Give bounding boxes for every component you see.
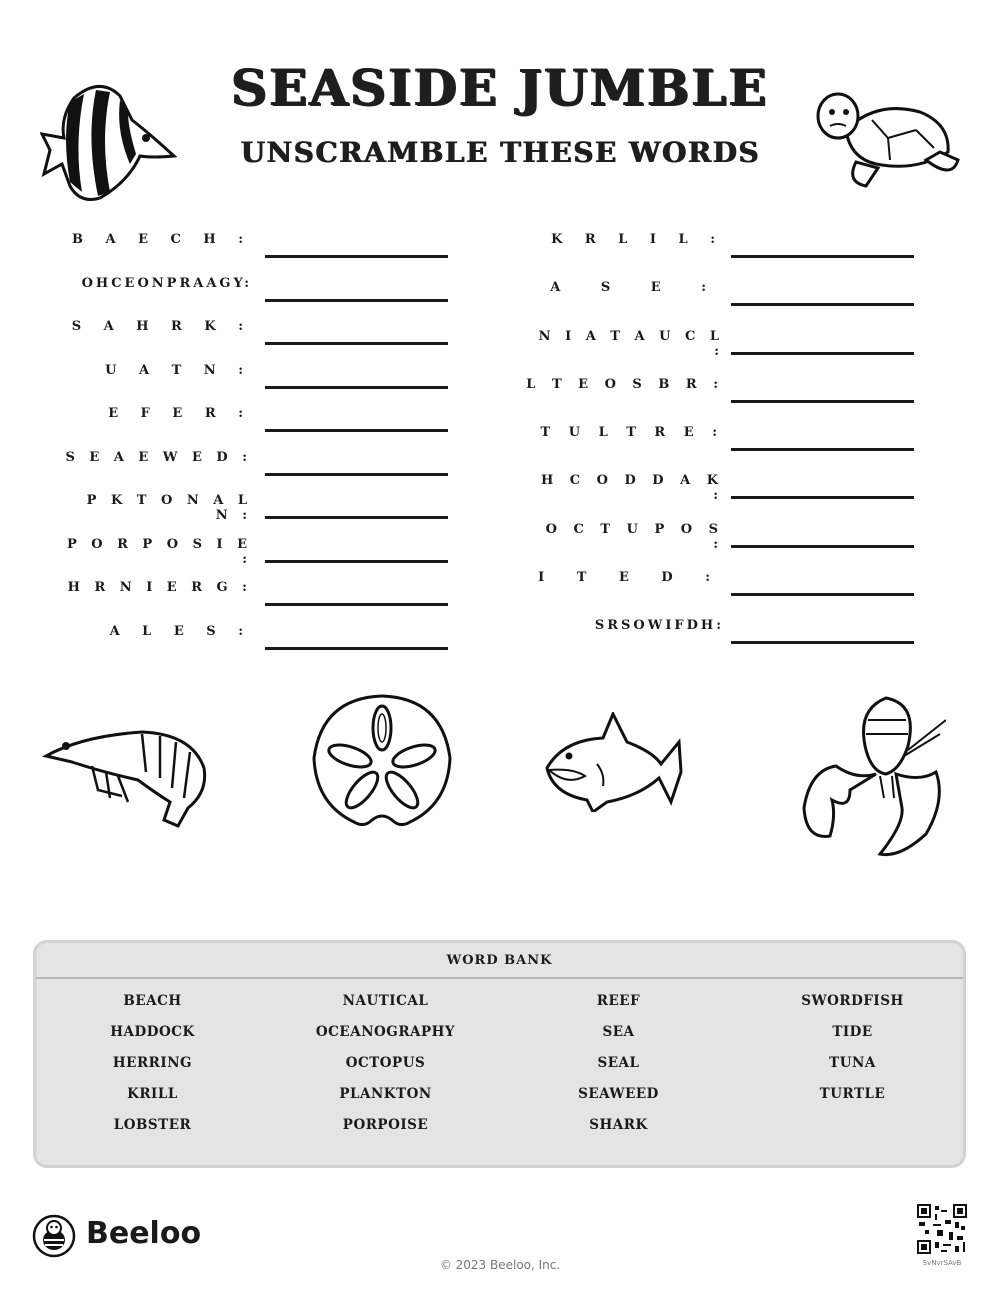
word-bank-word: PORPOISE: [342, 1117, 429, 1133]
scrambled-word: T U L T R E :: [540, 425, 724, 441]
jumble-row: [62, 272, 462, 316]
answer-line[interactable]: [731, 545, 914, 548]
scrambled-word: L T E O S B R :: [526, 376, 724, 392]
answer-line[interactable]: [731, 352, 914, 355]
jumble-row: [62, 446, 462, 490]
word-bank-word: KRILL: [127, 1086, 178, 1102]
answer-line[interactable]: [731, 641, 914, 644]
answer-line[interactable]: [265, 429, 448, 432]
word-bank-word: SEAL: [597, 1055, 640, 1071]
scrambled-word: P K T O N A L N :: [86, 493, 252, 523]
word-bank-word: HERRING: [112, 1055, 193, 1071]
answer-line[interactable]: [731, 448, 914, 451]
word-bank-word: OCEANOGRAPHY: [315, 1024, 456, 1040]
word-bank-word: OCTOPUS: [345, 1055, 426, 1071]
jumble-row: [62, 402, 462, 446]
word-bank-column: [269, 993, 502, 1148]
scrambled-word: U A T N :: [105, 362, 252, 378]
qr-code-icon[interactable]: [917, 1204, 967, 1254]
shark-icon: [543, 712, 685, 812]
word-bank-word: BEACH: [123, 993, 182, 1009]
scrambled-word: H R N I E R G :: [67, 580, 252, 595]
answer-line[interactable]: [731, 496, 914, 499]
scrambled-words-left: [62, 228, 462, 663]
scrambled-word: A S E :: [550, 280, 724, 296]
word-bank-heading: WORD BANK: [36, 943, 963, 979]
answer-line[interactable]: [265, 647, 448, 650]
scrambled-words-right: [526, 228, 926, 663]
jumble-row: [526, 614, 926, 662]
jumble-row: [526, 469, 926, 517]
word-bank-word: REEF: [596, 993, 641, 1009]
scrambled-word: O C T U P O S :: [545, 521, 724, 552]
word-bank-word: SWORDFISH: [801, 993, 904, 1009]
scrambled-word: S A H R K :: [71, 319, 252, 334]
scrambled-word: S E A E W E D :: [65, 449, 252, 465]
answer-line[interactable]: [265, 255, 448, 258]
jumble-row: [526, 566, 926, 614]
answer-line[interactable]: [265, 342, 448, 345]
answer-line[interactable]: [265, 386, 448, 389]
scrambled-word: I T E D :: [538, 570, 724, 586]
scrambled-word: SRSOWIFDH:: [594, 618, 724, 634]
jumble-row: [62, 489, 462, 533]
page-subtitle: UNSCRAMBLE THESE WORDS: [240, 136, 760, 169]
answer-line[interactable]: [265, 473, 448, 476]
qr-code-text: SvNvrSAvB: [922, 1259, 962, 1267]
word-bank-column: [736, 993, 969, 1117]
word-bank-word: TIDE: [832, 1024, 873, 1040]
word-bank: [33, 940, 966, 1168]
jumble-row: [526, 228, 926, 276]
jumble-row: [526, 276, 926, 324]
scrambled-word: OHCEONPRAAGY:: [81, 275, 252, 291]
word-bank-column: [36, 993, 269, 1148]
beeloo-logo[interactable]: [32, 1214, 202, 1258]
scrambled-word: B A E C H :: [71, 232, 252, 247]
answer-line[interactable]: [731, 593, 914, 596]
word-bank-word: SHARK: [589, 1117, 648, 1133]
scrambled-word: E F E R :: [108, 406, 252, 421]
lobster-icon: [796, 690, 946, 860]
jumble-row: [526, 325, 926, 373]
angelfish-icon: [40, 78, 180, 206]
jumble-row: [526, 421, 926, 469]
answer-line[interactable]: [731, 400, 914, 403]
answer-line[interactable]: [731, 255, 914, 258]
word-bank-word: NAUTICAL: [342, 993, 429, 1009]
scrambled-word: P O R P O S I E :: [66, 536, 252, 567]
jumble-row: [526, 373, 926, 421]
answer-line[interactable]: [265, 299, 448, 302]
scrambled-word: N I A T A U C L :: [538, 328, 724, 359]
word-bank-word: TURTLE: [819, 1086, 886, 1102]
shrimp-icon: [42, 722, 214, 832]
scrambled-word: A L E S :: [109, 623, 252, 639]
word-bank-word: SEAWEED: [578, 1086, 659, 1102]
copyright: © 2023 Beeloo, Inc.: [439, 1258, 561, 1272]
answer-line[interactable]: [731, 303, 914, 306]
jumble-row: [62, 576, 462, 620]
bee-logo-icon: [32, 1214, 76, 1258]
jumble-row: [62, 620, 462, 664]
scrambled-word: K R L I L :: [551, 232, 724, 247]
word-bank-word: PLANKTON: [339, 1086, 432, 1102]
page-title: SEASIDE JUMBLE: [231, 58, 769, 117]
sand-dollar-icon: [310, 692, 454, 830]
word-bank-word: HADDOCK: [110, 1024, 195, 1040]
word-bank-word: SEA: [602, 1024, 635, 1040]
word-bank-word: TUNA: [829, 1055, 876, 1071]
jumble-row: [62, 359, 462, 403]
jumble-row: [526, 518, 926, 566]
answer-line[interactable]: [265, 560, 448, 563]
answer-line[interactable]: [265, 516, 448, 519]
word-bank-column: [502, 993, 735, 1148]
jumble-row: [62, 533, 462, 577]
jumble-row: [62, 228, 462, 272]
answer-line[interactable]: [265, 603, 448, 606]
scrambled-word: H C O D D A K :: [540, 473, 724, 504]
word-bank-word: LOBSTER: [113, 1117, 192, 1133]
jumble-row: [62, 315, 462, 359]
brand-name: Beeloo: [86, 1216, 202, 1251]
turtle-icon: [816, 90, 960, 188]
